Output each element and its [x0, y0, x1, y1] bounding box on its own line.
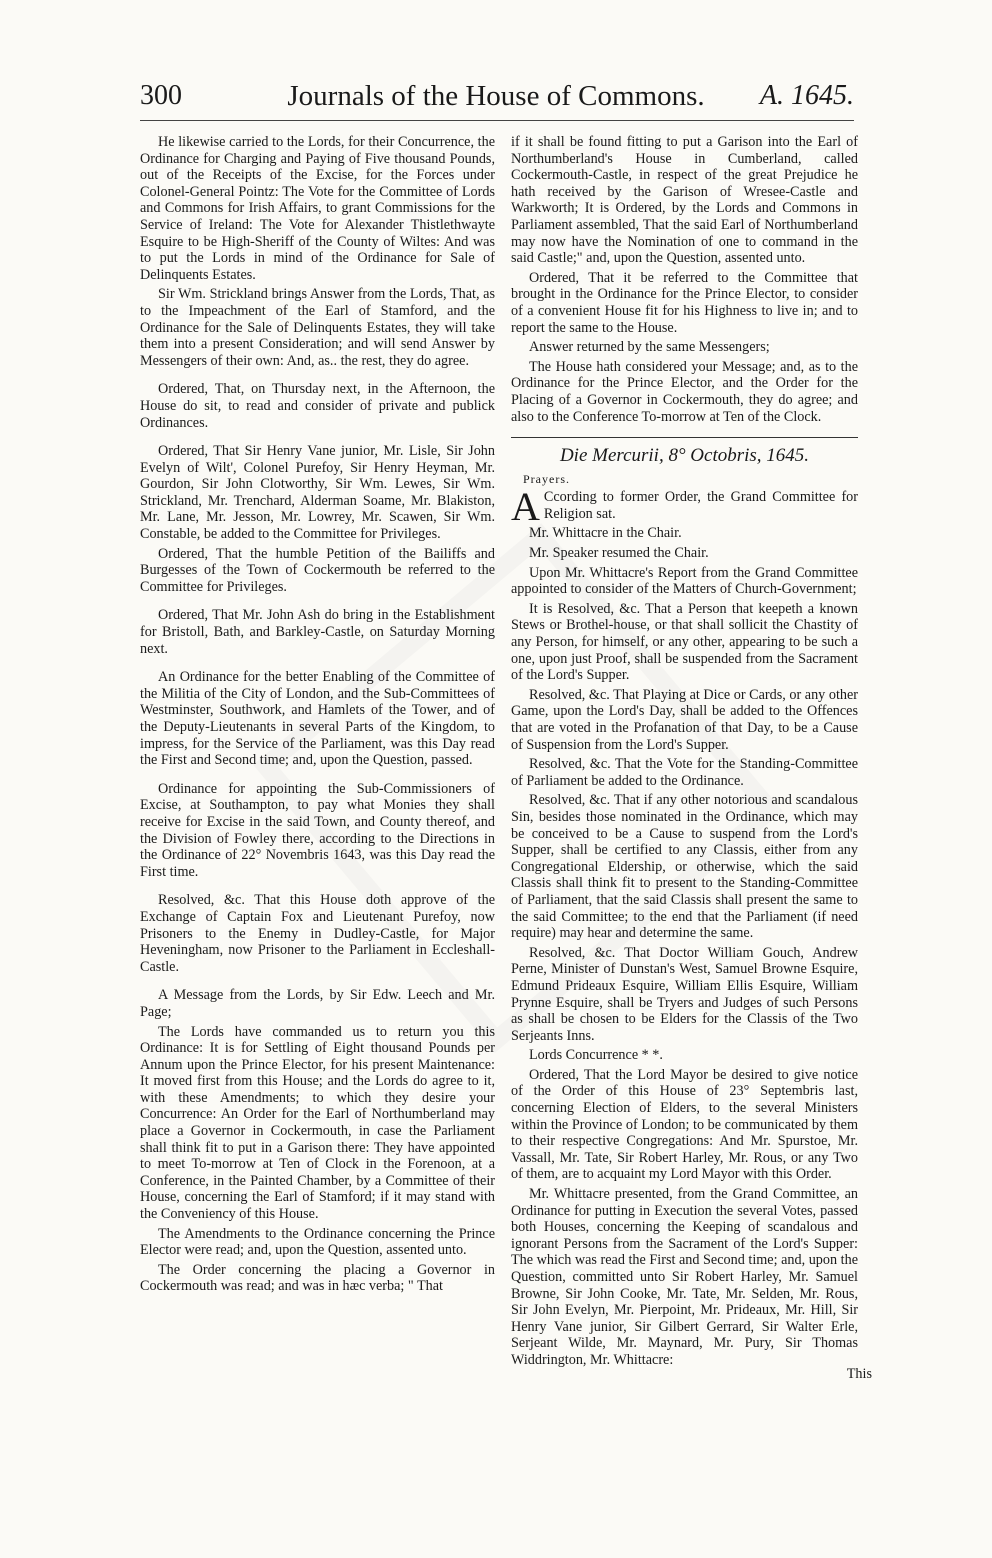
paragraph: It is Resolved, &c. That a Person that keepeth a known Stews or Brothel-house, or that shall sollicit the Chastity of any Person, for himself, or any other, appearing to be such a one, upon just Proof, shall be suspended from the Sacrament of the Lord's Supper. — [511, 600, 858, 684]
paragraph: Resolved, &c. That Doctor William Gouch, Andrew Perne, Minister of Dunstan's West, Samuel Browne Esquire, Edmund Prideaux Esquire, William Ellis Esquire, William Prynne Esquire, shall be Tryers and Judges of such Persons as shall be chosen to be Elders for the Classis of the Two Serjeants Inns. — [511, 944, 858, 1044]
paragraph: Ordered, That, on Thursday next, in the Afternoon, the House do sit, to read and consider of private and publick Ordinances. — [140, 381, 495, 431]
paragraph: A Message from the Lords, by Sir Edw. Leech and Mr. Page; — [140, 987, 495, 1020]
page-number: 300 — [140, 80, 182, 111]
paragraph: The Lords have commanded us to return you this Ordinance: It is for Settling of Eight thousand Pounds per Annum upon the Prince Elector, for his present Maintenance: It moved first from this House; and the Lords do agree to it, with these Amendments; to which they desire your Concurrence: An Order for the Earl of Northumberland may place a Governor in Cockermouth, in case the Parliament shall think fit to put in a Garison there: They have appointed to meet To-morrow at Ten of Clock in the Forenoon, at a Conference, in the Painted Chamber, by a Committee of their House, concerning the Earl of Stamford; if it may stand with the Conveniency of this House. — [140, 1023, 495, 1223]
paragraph: Ordered, That Mr. John Ash do bring in the Establishment for Bristoll, Bath, and Barkley-Castle, on Saturday Morning next. — [140, 607, 495, 657]
prayers-label: Prayers. — [523, 471, 570, 486]
paragraph: Upon Mr. Whittacre's Report from the Grand Committee appointed to consider of the Matters of Church-Government; — [511, 564, 858, 598]
paragraph: Ordinance for appointing the Sub-Commissioners of Excise, at Southampton, to pay what Monies they shall receive for Excise in the said Town, and County thereof, and the Division of Fowley there, according to the Directions in the Ordinance of 22° Novembris 1643, was this Day read the First time. — [140, 780, 495, 880]
paragraph: Mr. Speaker resumed the Chair. — [529, 545, 709, 562]
paragraph: Resolved, &c. That Playing at Dice or Cards, or any other Game, upon the Lord's Day, shall be added to the Offences that are voted in the Profanation of that Day, to be a Cause of Suspension from the Lord's Supper. — [511, 686, 858, 753]
header-rule — [140, 120, 854, 121]
drop-cap: A — [511, 484, 540, 530]
paragraph: Ordered, That the Lord Mayor be desired to give notice of the Order of this House of 23° Septembris last, concerning Election of Elders, to the several Ministers within the Province of London; to be communicated by them to their respective Congregations: And Mr. Spurstoe, Mr. Vassall, Mr. Tate, Sir Robert Harley, Mr. Rous, or any Two of them, are to acquaint my Lord Mayor with this Order. — [511, 1066, 858, 1183]
paragraph: Lords Concurrence * *. — [529, 1047, 663, 1064]
paragraph: if it shall be found fitting to put a Garison into the Earl of Northumberland's House in Cumberland, called Cockermouth-Castle, in respect of the great Prejudice he hath received by the Garison of Wresee-Castle and Warkworth; It is Ordered, by the Lords and Commons in Parliament assembled, That the said Earl of Northumberland may now have the Nomination of one to command in the said Castle;" and, upon the Question, assented unto. — [511, 134, 858, 267]
paragraph: Mr. Whittacre in the Chair. — [529, 525, 682, 542]
section-title: Die Mercurii, 8° Octobris, 1645. — [559, 445, 810, 467]
paragraph: Ordered, That it be referred to the Committee that brought in the Ordinance for the Prince Elector, to consider of a convenient House fit for his Highness to live in; and to report the same to the House. — [511, 269, 858, 336]
section-divider — [511, 437, 858, 438]
paragraph: Ordered, That Sir Henry Vane junior, Mr. Lisle, Sir John Evelyn of Wilt', Colonel Purefoy, Sir Henry Heyman, Mr. Gourdon, Sir John Clotworthy, Sir Wm. Lewes, Sir Wm. Strickland, Mr. Trenchard, Alderman Soame, Mr. Blakiston, Mr. Lane, Mr. Jesson, Mr. Lowrey, Mr. Scawen, Sir Wm. Constable, be added to the Committee for Privileges. — [140, 443, 495, 543]
left-column — [140, 134, 495, 1298]
paragraph: The Amendments to the Ordinance concerning the Prince Elector were read; and, upon the Question, assented unto. — [140, 1225, 495, 1259]
paragraph: Ordered, That the humble Petition of the Bailiffs and Burgesses of the Town of Cockermouth be referred to the Committee for Privileges. — [140, 545, 495, 595]
right-column — [511, 134, 858, 1372]
paragraph: Sir Wm. Strickland brings Answer from the Lords, That, as to the Impeachment of the Earl of Stamford, and the Ordinance for the Sale of Delinquents Estates, they will take them into a present Consideration; and will send Answer by Messengers of their own: And, as.. the rest, they do agree. — [140, 286, 495, 369]
paragraph: Resolved, &c. That the Vote for the Standing-Committee of Parliament be added to the Ordinance. — [511, 756, 858, 789]
paragraph: Mr. Whittacre presented, from the Grand Committee, an Ordinance for putting in Execution the several Votes, passed both Houses, concerning the Keeping of scandalous and ignorant Persons from the Sacrament of the Lord's Supper: The which was read the First and Second time; and, upon the Question, committed unto Sir Robert Harley, Mr. Samuel Browne, Sir John Cooke, Mr. Tate, Mr. Selden, Mr. Rous, Sir John Evelyn, Mr. Pierpoint, Mr. Prideaux, Mr. Hill, Sir Henry Vane junior, Sir Gilbert Gerrard, Sir Walter Erle, Serjeant Wilde, Mr. Maynard, Mr. Pury, Sir Thomas Widdrington, Mr. Whittacre: — [511, 1186, 858, 1368]
catchword: This — [846, 1366, 872, 1382]
paragraph: Resolved, &c. That this House doth approve of the Exchange of Captain Fox and Lieutenant Purefoy, now Prisoners to the Enemy in Dudley-Castle, for Major Heveningham, now Prisoner to the Parliament in Eccleshall-Castle. — [140, 892, 495, 975]
year-heading: A. 1645. — [759, 80, 854, 111]
paragraph: Resolved, &c. That if any other notorious and scandalous Sin, besides those nominated in the Ordinance, which may be conceived to be a Cause to suspend from the Lord's Supper, shall be certified to any Classis, either from any Congregational Eldership, or otherwise, which the said Classis shall think fit to present to the Standing-Committee of Parliament, that the said Classis shall present the same to the said Committee; to the end that the Parliament (if need require) may hear and determine the same. — [511, 792, 858, 942]
paragraph: The Order concerning the placing a Governor in Cockermouth was read; and was in hæc verba; " That — [140, 1261, 495, 1295]
paragraph: Answer returned by the same Messengers; — [529, 339, 770, 356]
opening-paragraph — [511, 484, 858, 530]
paragraph: He likewise carried to the Lords, for their Concurrence, the Ordinance for Charging and Paying of Five thousand Pounds, out of the Receipts of the Excise, for the Forces under Colonel-General Pointz: The Vote for the Committee of Lords and Commons for Irish Affairs, to grant Commissions for the Service of Ireland: The Vote for Alexander Thistlethwayte Esquire to be High-Sheriff of the County of Wiltes: And was to put the Lords in mind of the Ordinance for Sale of Delinquents Estates. — [140, 134, 495, 283]
opening-text: Ccording to former Order, the Grand Committee for Religion sat. — [543, 489, 858, 522]
running-title: Journals of the House of Commons. — [287, 80, 705, 112]
paragraph: The House hath considered your Message; and, as to the Ordinance for the Prince Elector, and the Order for the Placing of a Governor in Cockermouth, they do agree; and also to the Conference To-morrow at Ten of the Clock. — [511, 358, 858, 425]
page-header — [0, 80, 992, 130]
paragraph: An Ordinance for the better Enabling of the Committee of the Militia of the City of London, and the Sub-Committees of Westminster, Southwork, and Hamlets of the Tower, and of the Deputy-Lieutenants in several Parts of the Kingdom, to impress, for the Service of the Parliament, was this Day read the First and Second time; and, upon the Question, passed. — [140, 669, 495, 769]
